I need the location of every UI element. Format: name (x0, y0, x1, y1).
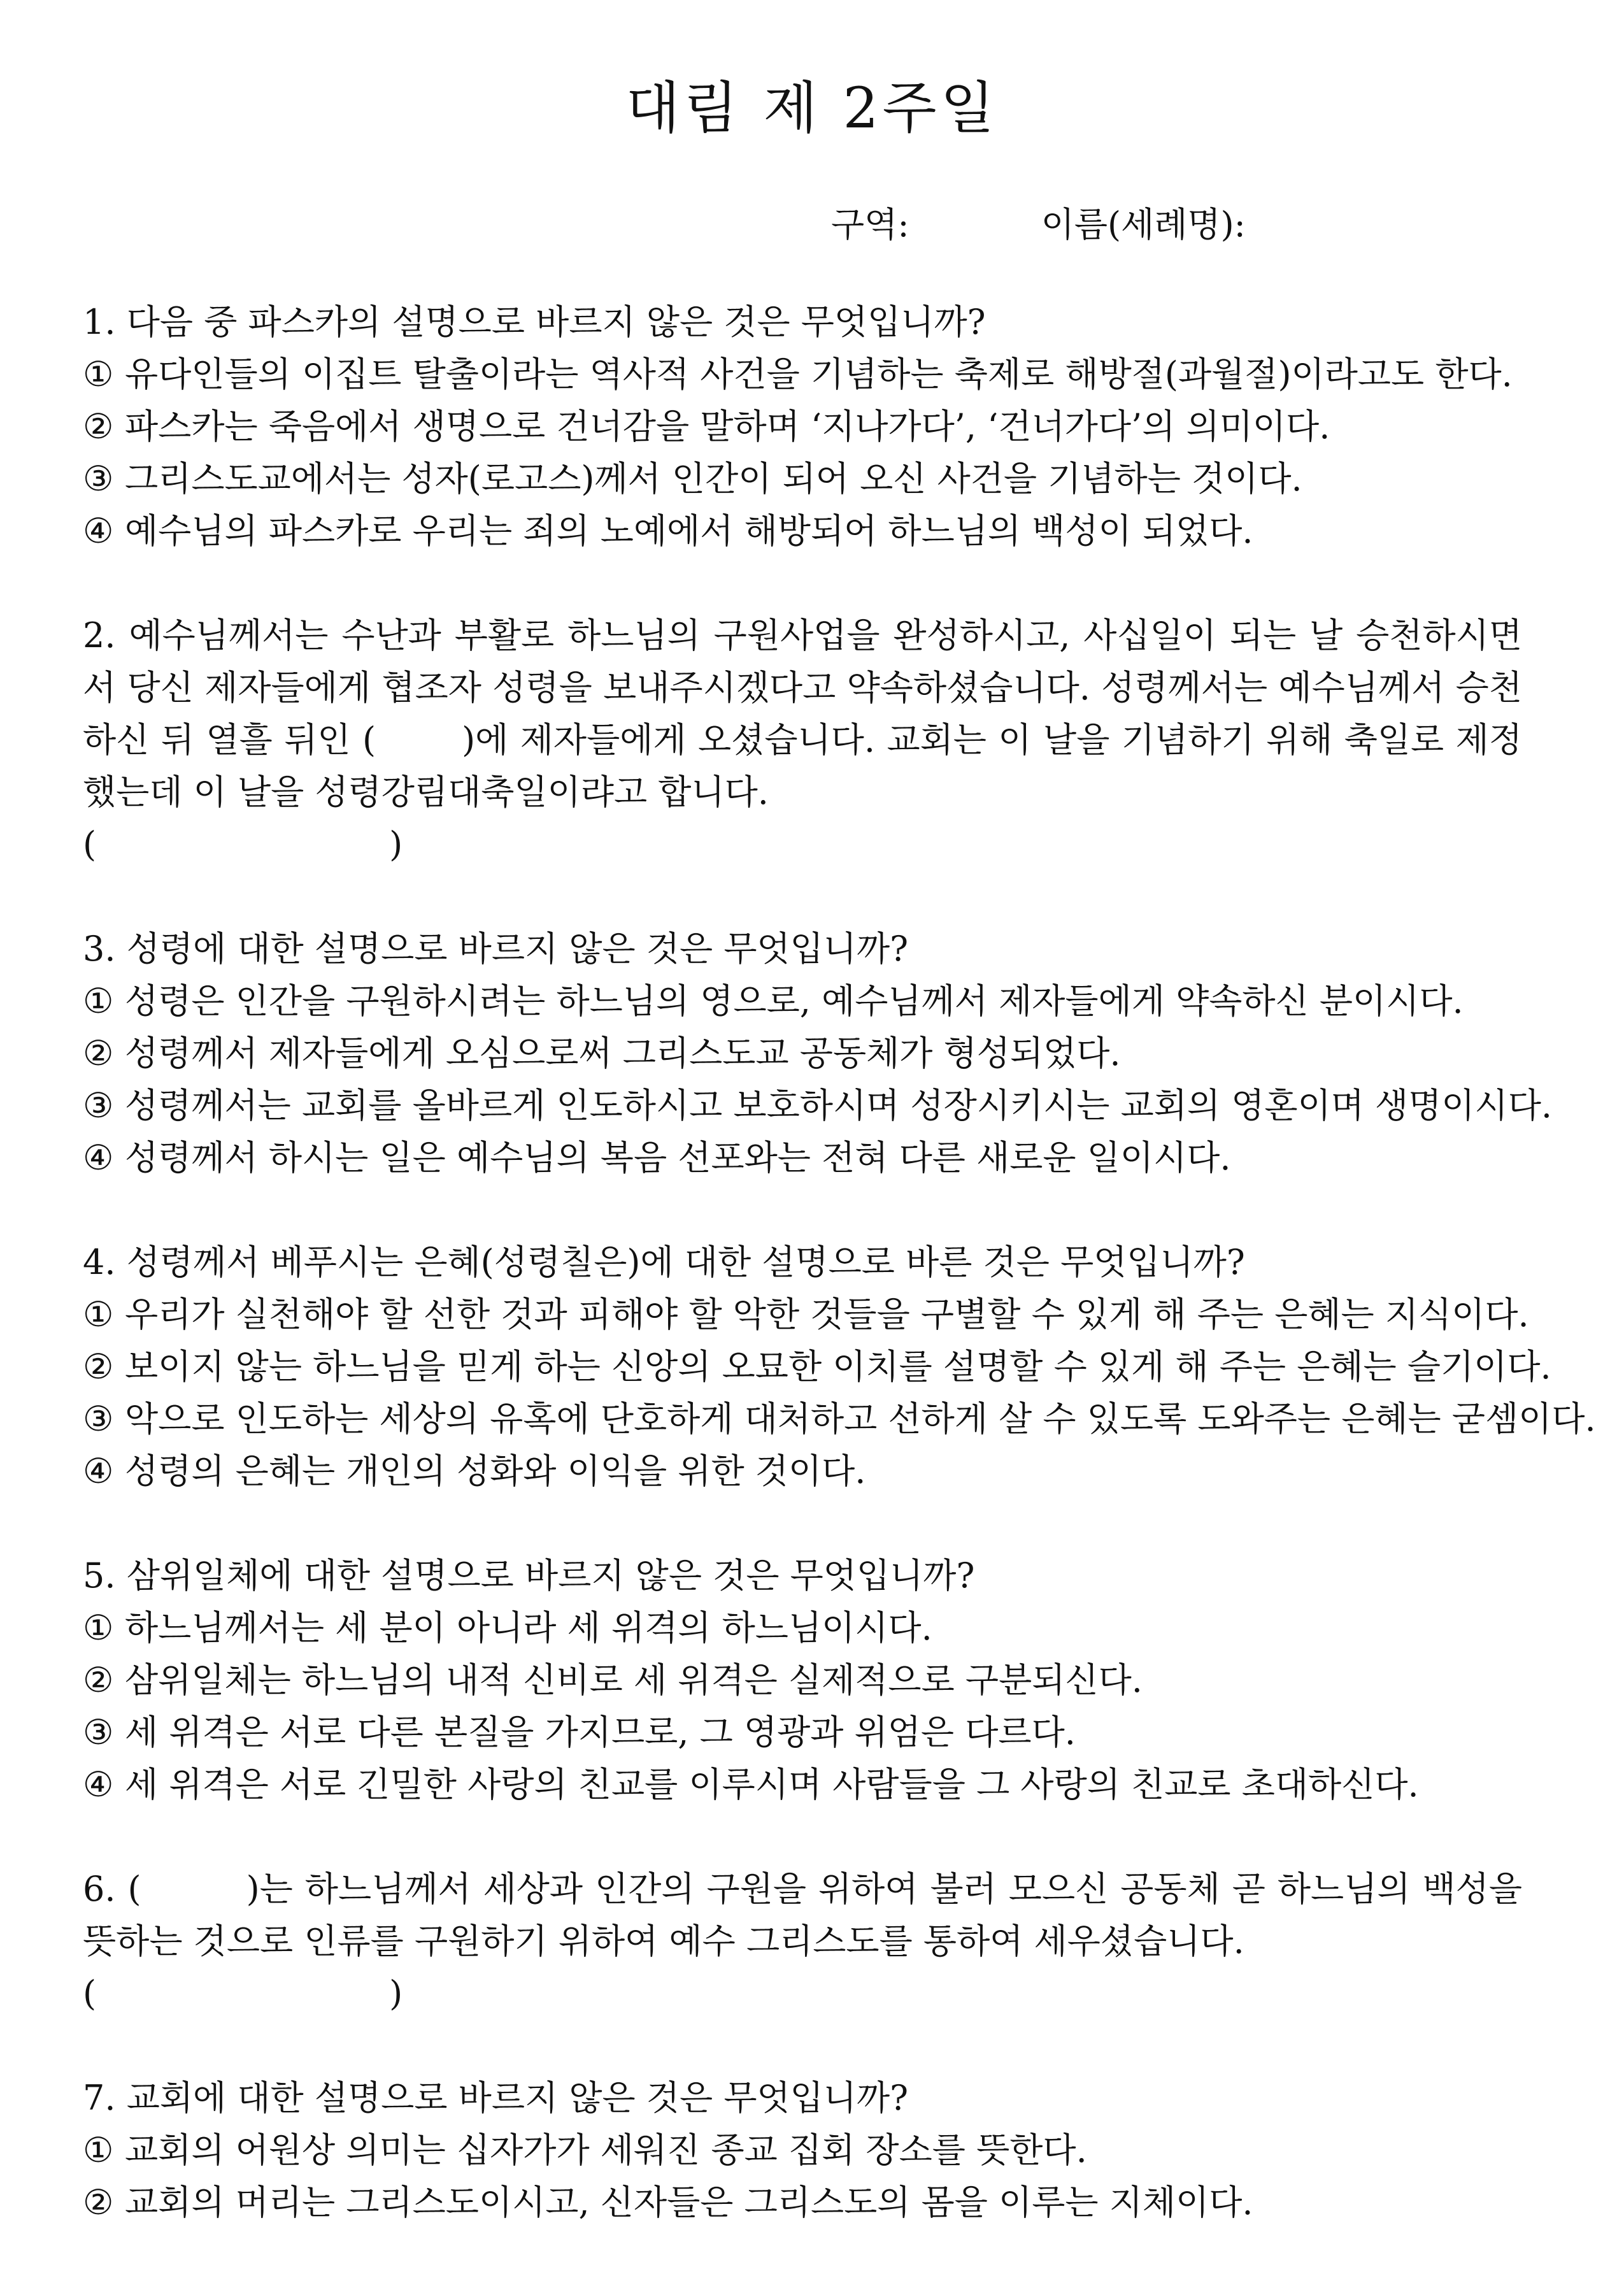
choice-mark: ① (83, 1294, 114, 1334)
choice-text: 성령께서 제자들에게 오심으로써 그리스도교 공동체가 형성되었다. (125, 1033, 1121, 1073)
choice-4 (83, 1132, 1522, 1184)
question-text: 성령에 대한 설명으로 바르지 않은 것은 무엇입니까? (126, 929, 909, 969)
choice-2 (83, 401, 1522, 453)
choice-4 (83, 1759, 1522, 1811)
choice-mark: ② (83, 1347, 114, 1387)
choice-3 (83, 453, 1522, 505)
question-5 (83, 1550, 1522, 1811)
choice-2 (83, 1654, 1522, 1706)
choice-mark: ① (83, 2130, 114, 2170)
choice-text: 유다인들의 이집트 탈출이라는 역사적 사건을 기념하는 축제로 해방절(과월절)이라고도 한다. (125, 354, 1513, 394)
question-1 (83, 296, 1522, 557)
choice-text: 보이지 않는 하느님을 믿게 하는 신앙의 오묘한 이치를 설명할 수 있게 해 주는 은혜는 슬기이다. (125, 1347, 1551, 1387)
question-text-after-blank: )에 제자들에게 오셨습니다. 교회는 이 날을 기념하기 위해 축일로 제정했는데 이 날을 성령강림대축일이랴고 합니다. (83, 720, 1523, 812)
choice-mark: ④ (83, 1138, 114, 1178)
question-4 (83, 1236, 1596, 1498)
choice-mark: ② (83, 2182, 114, 2222)
choice-3 (83, 1080, 1553, 1132)
answer-blank[interactable] (83, 819, 1522, 871)
question-6 (83, 1863, 1522, 2020)
choice-mark: ② (83, 1660, 114, 1700)
question-number: 7. (83, 2078, 116, 2118)
choice-text: 삼위일체는 하느님의 내적 신비로 세 위격은 실제적으로 구분되신다. (125, 1660, 1143, 1700)
question-list (83, 296, 1596, 2281)
choice-mark: ① (83, 981, 114, 1021)
choice-text: 파스카는 죽음에서 생명으로 건너감을 말하며 ‘지나가다’, ‘건너가다’의 의미이다. (125, 406, 1330, 447)
choice-mark: ③ (83, 1399, 114, 1439)
question-7 (83, 2072, 1522, 2229)
choice-mark: ④ (83, 511, 114, 551)
choice-mark: ③ (83, 1085, 114, 1126)
question-3 (83, 923, 1553, 1184)
choice-2 (83, 1341, 1551, 1393)
choice-text: 교회의 어원상 의미는 십자가가 세워진 종교 집회 장소를 뜻한다. (125, 2130, 1087, 2170)
choice-text: 성령은 인간을 구원하시려는 하느님의 영으로, 예수님께서 제자들에게 약속하신 분이시다. (125, 981, 1464, 1021)
choice-text: 우리가 실천해야 할 선한 것과 피해야 할 악한 것들을 구별할 수 있게 해 주는 은혜는 지식이다. (125, 1294, 1529, 1334)
question-number: 4. (83, 1242, 116, 1282)
choice-4 (83, 1445, 1522, 1498)
answer-open-paren: ( (83, 1973, 97, 2013)
question-text-before-blank: 예수님께서는 수난과 부활로 하느님의 구원사업을 완성하시고, 사십일이 되는 날 승천하시면서 당신 제자들에게 협조자 성령을 보내주시겠다고 약속하셨습니다. 성령께서는 예수님께서 승천하신 뒤 열흘 뒤인 ( (83, 615, 1522, 760)
answer-open-paren: ( (83, 824, 97, 864)
page-title: 대림 제 2주일 (625, 75, 999, 141)
question-number: 6. (83, 1869, 116, 1909)
choice-4 (83, 505, 1522, 557)
district-field-label: 구역: (831, 204, 909, 245)
choice-1 (83, 348, 1522, 401)
answer-close-paren: ) (389, 1973, 403, 2013)
choice-mark: ③ (83, 1712, 114, 1752)
choice-1 (83, 2124, 1522, 2177)
choice-1 (83, 975, 1522, 1027)
choice-mark: ② (83, 1033, 114, 1073)
choice-mark: ② (83, 406, 114, 447)
choice-mark: ① (83, 354, 114, 394)
choice-mark: ④ (83, 1764, 114, 1805)
choice-text: 성령께서 하시는 일은 예수님의 복음 선포와는 전혀 다른 새로운 일이시다. (125, 1138, 1231, 1178)
choice-text: 성령께서는 교회를 올바르게 인도하시고 보호하시며 성장시키시는 교회의 영혼이며 생명이시다. (125, 1085, 1553, 1126)
choice-3 (83, 1706, 1522, 1759)
question-2 (83, 610, 1522, 871)
answer-close-paren: ) (389, 824, 403, 864)
question-text-before-blank: ( (127, 1869, 141, 1909)
choice-1 (83, 1289, 1529, 1341)
question-text: 성령께서 베푸시는 은혜(성령칠은)에 대한 설명으로 바른 것은 무엇입니까? (126, 1242, 1245, 1282)
choice-mark: ③ (83, 459, 114, 499)
choice-mark: ④ (83, 1451, 114, 1491)
choice-mark: ① (83, 1608, 114, 1648)
choice-text: 그리스도교에서는 성자(로고스)께서 인간이 되어 오신 사건을 기념하는 것이다. (125, 459, 1302, 499)
choice-text: 세 위격은 서로 긴밀한 사랑의 친교를 이루시며 사람들을 그 사랑의 친교로 초대하신다. (125, 1764, 1419, 1805)
choice-text: 악으로 인도하는 세상의 유혹에 단호하게 대처하고 선하게 살 수 있도록 도와주는 은혜는 굳셈이다. (125, 1399, 1596, 1439)
question-number: 1. (83, 302, 116, 342)
choice-2 (83, 1027, 1522, 1080)
question-text: 교회에 대한 설명으로 바르지 않은 것은 무엇입니까? (126, 2078, 909, 2118)
choice-text: 교회의 머리는 그리스도이시고, 신자들은 그리스도의 몸을 이루는 지체이다. (125, 2182, 1253, 2222)
choice-text: 하느님께서는 세 분이 아니라 세 위격의 하느님이시다. (125, 1608, 932, 1648)
question-number: 3. (83, 929, 116, 969)
answer-blank[interactable] (83, 1968, 1522, 2020)
header-fields (831, 197, 1246, 247)
question-text-after-blank: )는 하느님께서 세상과 인간의 구원을 위하여 불러 모으신 공동체 곧 하느님의 백성을 뜻하는 것으로 인류를 구원하기 위하여 예수 그리스도를 통하여 세우셨습니다. (83, 1869, 1522, 1961)
question-number: 2. (83, 615, 116, 655)
question-text: 삼위일체에 대한 설명으로 바르지 않은 것은 무엇입니까? (126, 1555, 975, 1596)
question-text: 다음 중 파스카의 설명으로 바르지 않은 것은 무엇입니까? (126, 302, 986, 342)
choice-text: 세 위격은 서로 다른 본질을 가지므로, 그 영광과 위엄은 다르다. (125, 1712, 1076, 1752)
choice-1 (83, 1602, 1522, 1654)
name-field-label: 이름(세례명): (1041, 204, 1246, 245)
choice-text: 성령의 은혜는 개인의 성화와 이익을 위한 것이다. (125, 1451, 866, 1491)
choice-3 (83, 1393, 1596, 1445)
question-number: 5. (83, 1555, 116, 1596)
choice-text: 예수님의 파스카로 우리는 죄의 노예에서 해방되어 하느님의 백성이 되었다. (125, 511, 1253, 551)
choice-2 (83, 2177, 1522, 2229)
